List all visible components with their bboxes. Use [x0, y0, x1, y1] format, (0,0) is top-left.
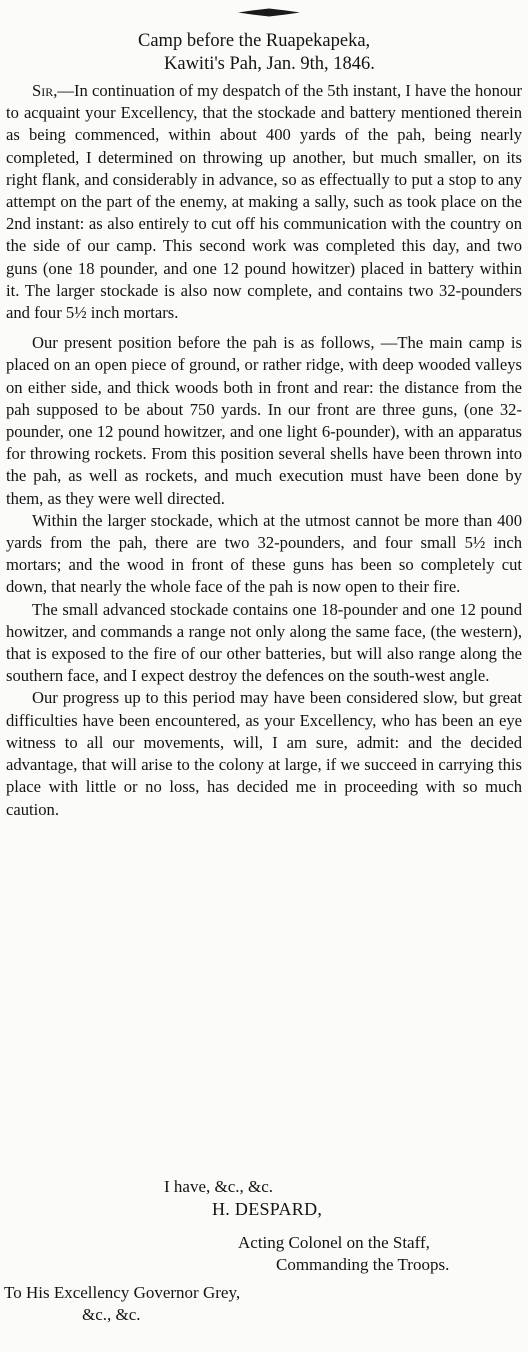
paragraph-2: Our present position before the pah is as follows, —The main camp is placed on an open piece of ground, or rather ridge, with deep wooded valleys on either side, and thick woods both in front and rear: the distance from the pah supposed to be about 750 yards. In our front are three guns, (one 32-pounder, one 12 pound howitzer, and one light 6-pounder), with an apparatus for throwing rockets. From this position several shells have been thrown into the pah, as well as rockets, and much execution must have been done by them, as they were well directed. — [6, 333, 522, 508]
paragraph-4: The small advanced stockade contains one 18-pounder and one 12 pound howitzer, and commands a range not only along the same face, (the western), that is exposed to the fire of our other batteries, but will also range along the southern face, and I expect destroy the defences on the south-west angle. — [6, 599, 522, 686]
paragraph-1-text: —In continuation of my despatch of the 5th instant, I have the honour to acquaint your Excellency, that the stockade and battery mentioned therein as being commenced, within about 400 yards of the pah, being nearly completed, I determined on throwing up another, but much smaller, on its right flank, and considerably in advance, so as effectually to put a stop to any attempt on the part of the enemy, at making a sally, such as took place on the 2nd instant: as also entirely to cut off his communication with the country on the side of our camp. This second work was completed this day, and two guns (one 18 pounder, and one 12 pound howitzer) placed in battery within it. The larger stockade is also now complete, and contains two 32-pounders and four 5½ inch mortars. — [6, 81, 522, 323]
letter-body — [6, 80, 522, 821]
paragraph-1 — [6, 80, 522, 324]
signatory-title-1: Acting Colonel on the Staff, — [238, 1233, 430, 1252]
signatory-title-2: Commanding the Troops. — [276, 1255, 450, 1274]
addressee-line-1: To His Excellency Governor Grey, — [4, 1283, 241, 1302]
dateline-place: Camp before the Ruapekapeka, — [138, 31, 371, 51]
addressee-line-2: &c., &c. — [82, 1305, 141, 1324]
salutation: Sir, — [32, 81, 58, 100]
closing-line: I have, &c., &c. — [164, 1177, 274, 1196]
paragraph-3: Within the larger stockade, which at the utmost cannot be more than 400 yards from the pah, there are two 32-pounders, and four small 5½ inch mortars; and the wood in front of these guns has been so completely cut down, that nearly the whole face of the pah is now open to their fire. — [6, 510, 522, 597]
signatory-name: H. DESPARD, — [212, 1199, 323, 1219]
paragraph-5: Our progress up to this period may have been considered slow, but great difficulties have been encountered, as your Excellency, who has been an eye witness to all our movements, will, I am sure, admit: and the decided advantage, that will arise to the colony at large, if we succeed in carrying this place with little or no loss, has decided me in proceeding with so much caution. — [6, 688, 522, 819]
dateline-date: Kawiti's Pah, Jan. 9th, 1846. — [164, 54, 375, 74]
ornamental-rule — [238, 8, 300, 17]
